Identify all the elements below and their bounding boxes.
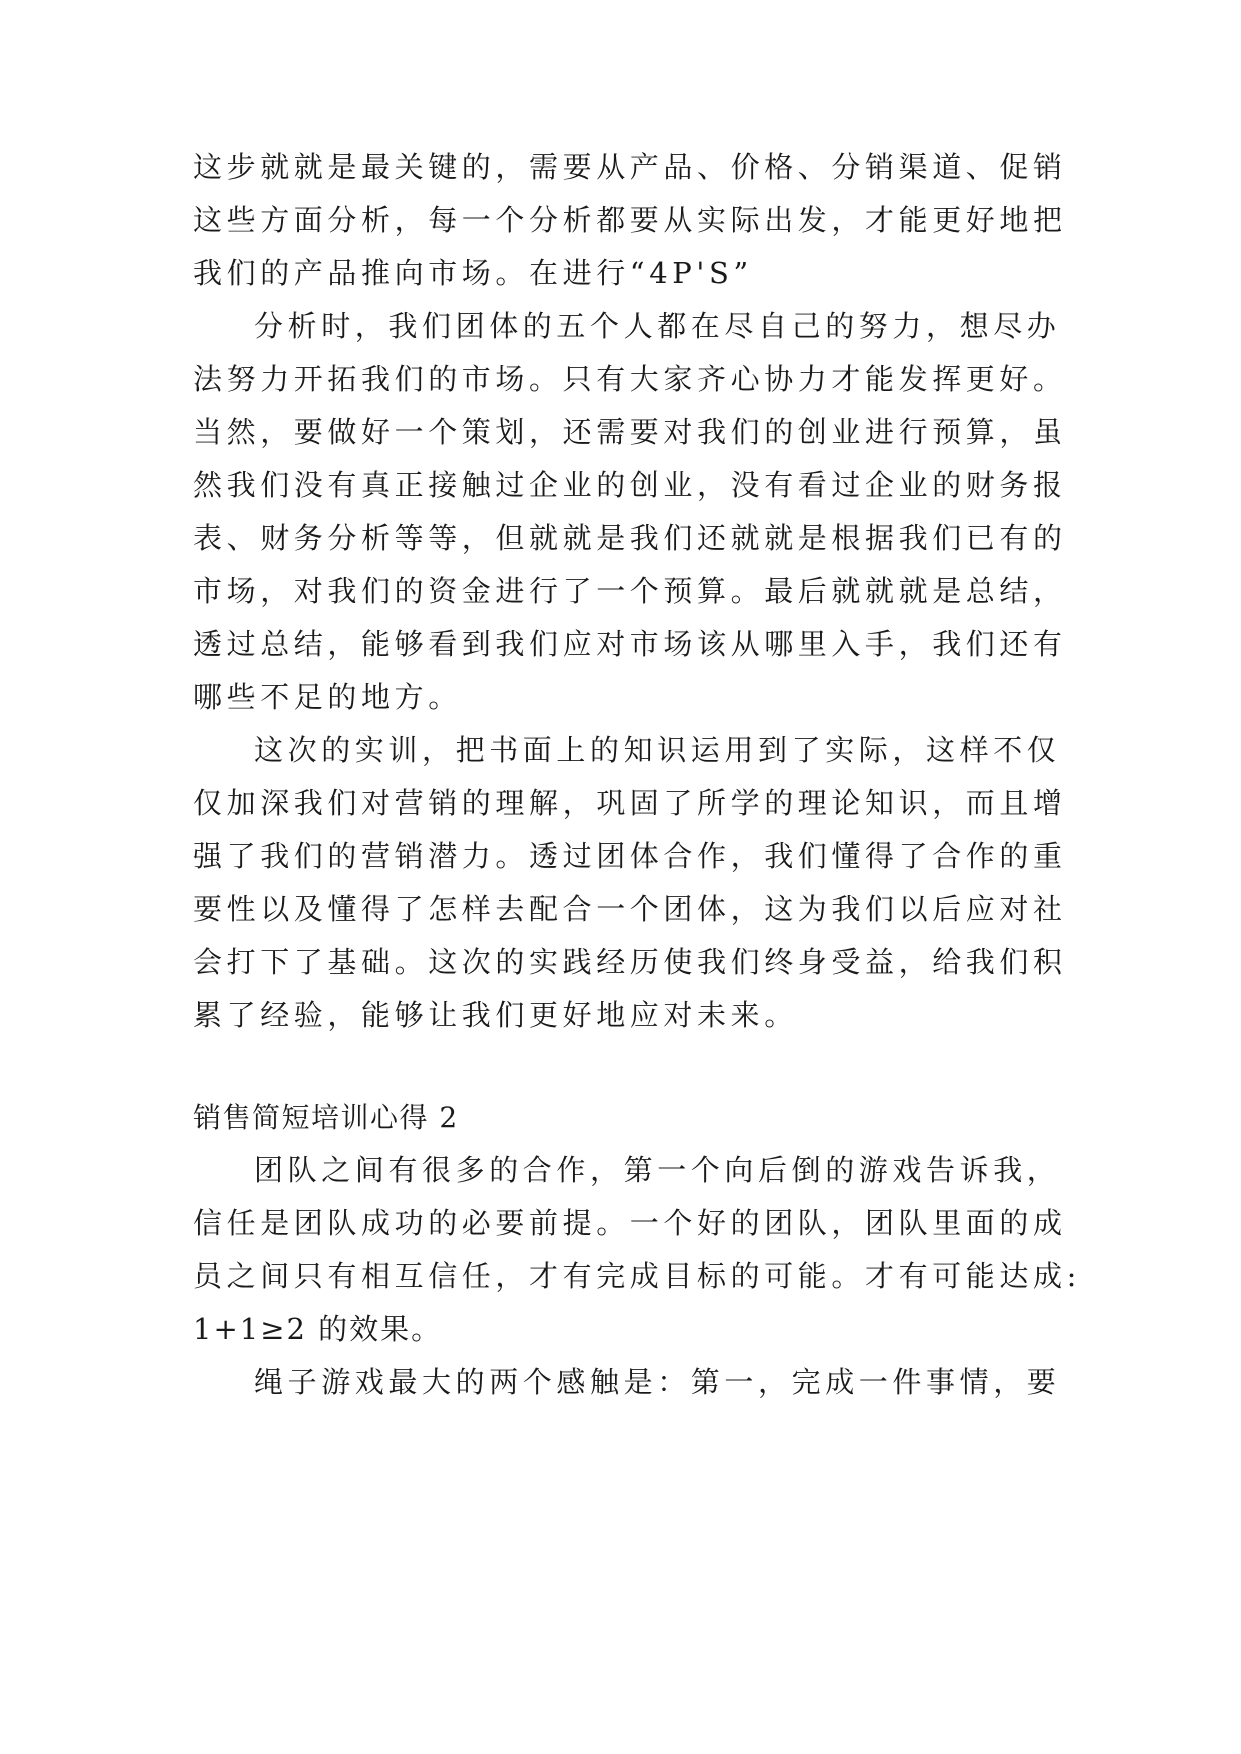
text-line: 然我们没有真正接触过企业的创业，没有看过企业的财务报 [193, 468, 1067, 502]
text-line: 要性以及懂得了怎样去配合一个团体，这为我们以后应对社 [193, 892, 1067, 926]
section-title: 销售简短培训心得 2 [193, 1101, 459, 1134]
text-line: 累了经验，能够让我们更好地应对未来。 [193, 998, 798, 1032]
text-line: 这步就就是最关键的，需要从产品、价格、分销渠道、促销 [193, 150, 1067, 184]
text-line: 绳子游戏最大的两个感触是：第一，完成一件事情，要 [254, 1365, 1061, 1399]
text-line: 强了我们的营销潜力。透过团体合作，我们懂得了合作的重 [193, 839, 1067, 873]
text-line: 法努力开拓我们的市场。只有大家齐心协力才能发挥更好。 [193, 362, 1067, 396]
text-line: 当然，要做好一个策划，还需要对我们的创业进行预算，虽 [193, 415, 1067, 449]
text-line: 分析时，我们团体的五个人都在尽自己的努力，想尽办 [254, 309, 1061, 343]
text-line: 市场，对我们的资金进行了一个预算。最后就就就是总结， [193, 574, 1067, 608]
text-line: 这些方面分析，每一个分析都要从实际出发，才能更好地把 [193, 203, 1067, 237]
text-line: 表、财务分析等等，但就就是我们还就就是根据我们已有的 [193, 521, 1067, 555]
text-line: 我们的产品推向市场。在进行“4P'S” [193, 256, 753, 290]
text-line: 员之间只有相互信任，才有完成目标的可能。才有可能达成: [193, 1259, 1081, 1293]
text-line: 1+1≥2 的效果。 [193, 1312, 443, 1346]
text-line: 哪些不足的地方。 [193, 680, 462, 714]
text-line: 团队之间有很多的合作，第一个向后倒的游戏告诉我， [254, 1153, 1061, 1187]
text-line: 透过总结，能够看到我们应对市场该从哪里入手，我们还有 [193, 627, 1067, 661]
text-line: 会打下了基础。这次的实践经历使我们终身受益，给我们积 [193, 945, 1067, 979]
text-line: 信任是团队成功的必要前提。一个好的团队，团队里面的成 [193, 1206, 1067, 1240]
text-line: 仅加深我们对营销的理解，巩固了所学的理论知识，而且增 [193, 786, 1067, 820]
text-line: 这次的实训，把书面上的知识运用到了实际，这样不仅 [254, 733, 1061, 767]
